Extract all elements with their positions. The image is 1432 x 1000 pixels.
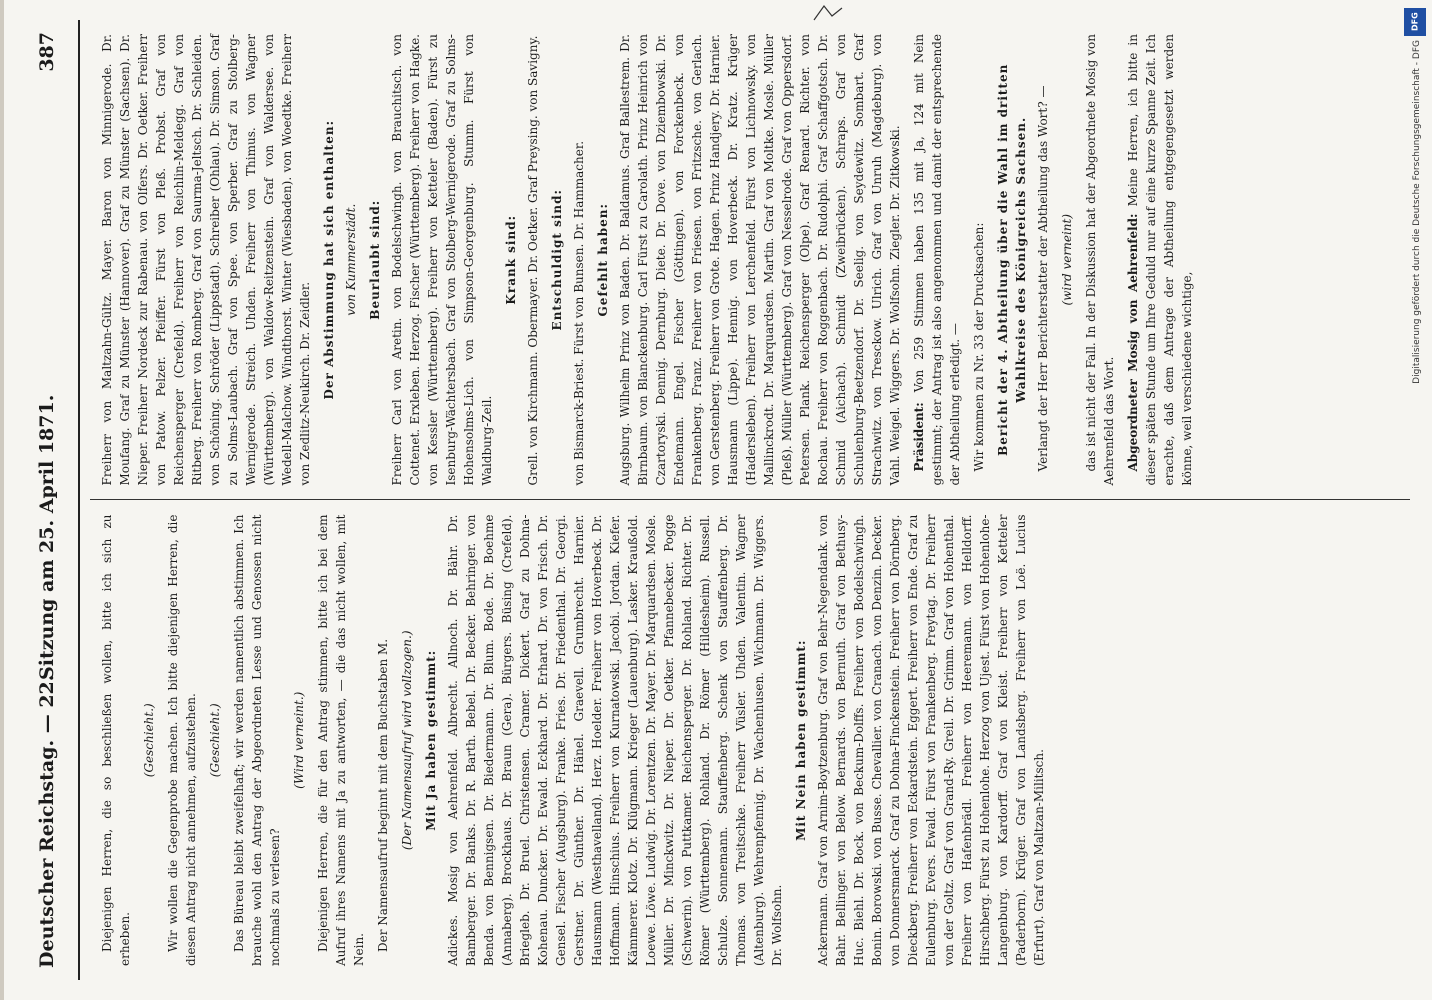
left-column — [90, 500, 1410, 981]
rotated-content — [16, 20, 1416, 980]
paragraph: Verlangt der Herr Berichterstatter der Abtheilung das Wort? — — [1036, 85, 1050, 472]
remark: (Der Namensaufruf wird vollzogen.) — [400, 630, 414, 851]
name-list-no-continued: Freiherr von Maltzahn-Gültz. Mayer. Baron von Minnigerode. Dr. Moufang. Graf zu Münster (Hannover). Graf zu Münster (Sachsen). Dr. Nieper. Freiherr Nordeck zur Rabenau. von Olfers. Dr. Oetker. Freiherr von Patow. Pelzer. Pfeiffer. Fürst von Pleß. Probst. Graf von Reichensperger (Crefeld). Freiherr von Reichlin-Meldegg. Graf von Ritberg. Freiherr von Romberg. Graf von Saurma-Jeltsch. Dr. Schleiden. von Schöning. Schröder (Lippstadt). Schreiber (Ohlau). Dr. Simson. Graf zu Solms-Laubach. Graf von Spee. von Sperber. Graf zu Stolberg-Wernigerode. Streich. Uhden. Freiherr von Thimus. von Wagner (Württemberg). von Waldow-Reitzenstein. Graf von Waldersee. von Wedell-Malchow. Windthorst. Winter (Wiesbaden). von Woedtke. Freiherr von Zedlitz-Neukirch. Dr. Zeidler. — [100, 34, 312, 486]
running-head-center — [16, 20, 80, 980]
remark: (Wird verneint.) — [292, 691, 306, 789]
remark: (wird verneint) — [1060, 213, 1074, 306]
section-heading: Mit Ja haben gestimmt: — [424, 649, 438, 831]
scan-edge — [0, 0, 4, 1000]
running-head-left: Deutscher Reichstag. — 22. — [36, 674, 58, 968]
section-heading: Krank sind: — [504, 214, 518, 305]
running-head-right: Sitzung am 25. April 1871. — [36, 394, 58, 680]
speaker: Abgeordneter Mosig von Aehrenfeld: — [1126, 213, 1140, 472]
paragraph: Wir kommen zu Nr. 33 der Drucksachen: — [972, 222, 986, 472]
remark: (Geschieht.) — [208, 703, 222, 778]
paragraph — [910, 34, 964, 486]
paragraph: Wir wollen die Gegenprobe machen. Ich bitte diejenigen Herren, die diesen Antrag nicht annehmen, aufzustehen. — [166, 514, 198, 966]
section-heading: Entschuldigt sind: — [550, 189, 564, 331]
excused-list: von Bismarck-Briest. Fürst von Bunsen. Dr. Hammacher. — [572, 140, 586, 486]
name-list-no: Ackermann. Graf von Arnim-Boytzenburg. Graf von Behr-Negendank. von Bahr. Bellinger. von Below. Bernards. von Bernuth. Graf von Bethusy-Huc. Biehl. Dr. Bock. von Beckum-Dolffs. Freiherr von Bodelschwingh. Bonin. Borowski. von Busse. Chevallier. von Cranach. von Denzin. Decker. von Donnersmarck. Graf zu Dohna-Finckenstein. Freiherr von Dörnberg. Dieckberg. Freiherr von Eckardstein. Eggert. Freiherr von Ende. Graf zu Eulenburg. Evers. Ewald. Fürst von Frankenberg. Freytag. Dr. Freiherr von der Goltz. Graf von Grand-Ry. Greil. Dr. Grimm. Graf von Hohenthal. Freiherr von Hafenbrädl. Freiherr von Heeremann. von Helldorff. Hirschberg. Fürst zu Hohenlohe. Herzog von Ujest. Fürst von Hohenlohe-Langenburg. von Kardorff. Graf von Kleist. Freiherr von Ketteler (Paderborn). Krüger. Graf von Landsberg. Freiherr von Loë. Lucius (Erfurt). Graf von Maltzan-Militsch. — [816, 514, 1046, 966]
page-number: 387 — [36, 32, 58, 72]
name-list-yes: Adickes. Mosig von Aehrenfeld. Albrecht. Allnoch. Dr. Bähr. Dr. Bamberger. Dr. Banks. Dr. R. Barth. Bebel. Dr. Becker. Behringer. von Benda. von Bennigsen. Dr. Biedermann. Dr. Blum. Bode. Dr. Boehme (Annaberg). Brockhaus. Dr. Braun (Gera). Bürgers. Büsing (Crefeld). Briegleb. Dr. Bruel. Christensen. Cramer. Dickert. Graf zu Dohna-Kohenau. Duncker. Dr. Ewald. Eckhard. Dr. Erhard. Dr. von Frisch. Dr. Gensel. Fischer (Augsburg). Franke. Fries. Dr. Friedenthal. Dr. Georgi. Gerstner. Dr. Günther. Dr. Hänel. Graevell. Grumbrecht. Harnier. Hausmann (Westhavelland). Herz. Hoelder. Freiherr von Hoverbeck. Dr. Hoffmann. Hinschius. Freiherr von Kurnatowski. Jacobi. Jordan. Kiefer. Kämmerer. Klotz. Dr. Klügmann. Krieger (Lauenburg). Lasker. Kraußold. Loewe. Löwe. Ludwig. Dr. Lorentzen. Dr. Mayer. Dr. Marquardsen. Mosle. Müller. Dr. Minckwitz. Dr. Nieper. Dr. Oetker. Pfannebecker. Pogge (Schwerin). von Puttkamer. Reichensperger. Dr. Rohland. Richter. Dr. Römer (Württemberg). Rohland. Dr. Römer (Hildesheim). Russell. Schulze. Sonnemann. Stauffenberg. Schenk von Stauffenberg. Dr. Thomas. von Treitschke. Freiherr Vüsler. Uhden. Valentin. Wagner (Altenburg). Wehrenpfennig. Dr. Wachenhusen. Wichmann. Dr. Wiggers. Dr. Wolfsohn. — [446, 514, 784, 966]
digitization-credit: Digitalisierung gefördert durch die Deutsche Forschungsgemeinschaft - DFG — [1412, 40, 1422, 384]
leave-list: Freiherr Carl von Aretin. von Bodelschwingh. von Brauchitsch. von Cottenet. Erxleben. Herzog. Fischer (Württemberg). Freiherr von Hagke. von Kessler (Württemberg). Freiherr von Ketteler (Baden). Fürst zu Isenburg-Wächtersbach. Graf von Stolberg-Wernigerode. Graf zu Solms-Hohensolms-Lich. von Simpson-Georgenburg. Stumm. Fürst von Waldburg-Zeil. — [390, 34, 494, 486]
paragraph: Der Namensaufruf beginnt mit dem Buchstaben M. — [376, 638, 390, 952]
report-heading: Bericht der 4. Abtheilung über die Wahl im dritten Wahlkreise des Königreichs Sachsen. — [996, 63, 1028, 456]
abstain-list: von Kummerstädt. — [344, 203, 358, 316]
sick-list: Grell. von Kirchmann. Obermayer. Dr. Oetker. Graf Preysing. von Savigny. — [526, 35, 540, 486]
paragraph-text: Von 259 Stimmen haben 135 mit Ja, 124 mit Nein gestimmt; der Antrag ist also angenommen und damit der entsprechende der Abtheilung erledigt. — — [912, 34, 962, 486]
columns — [90, 20, 1410, 980]
speaker: Präsident: — [912, 402, 926, 472]
right-column — [90, 20, 1410, 500]
section-heading: Beurlaubt sind: — [368, 199, 382, 320]
paragraph: das ist nicht der Fall. In der Diskussion hat der Abgeordnete Mosig von Aehrenfeld das Wort. — [1084, 34, 1116, 486]
paragraph-text: Meine Herren, ich bitte in dieser späten Stunde um Ihre Geduld nur auf eine kurze Spanne Zeit. Ich erachte, daß dem Antrage der Abtheilung entgegengesetzt werden könne, weil verschiedene wichtige, — [1126, 34, 1194, 486]
paragraph: Diejenigen Herren, die für den Antrag stimmen, bitte ich bei dem Aufruf ihres Namens mit Ja zu antworten, — die das nicht wollen, mit Nein. — [316, 514, 366, 966]
paragraph: Das Büreau bleibt zweifelhaft; wir werden namentlich abstimmen. Ich brauche wohl den Antrag der Abgeordneten Lesse und Genossen nicht nochmals zu verlesen? — [232, 514, 282, 966]
section-heading: Der Abstimmung hat sich enthalten: — [322, 119, 336, 400]
remark: (Geschieht.) — [142, 703, 156, 778]
paragraph: Diejenigen Herren, die so beschließen wollen, bitte ich sich zu erheben. — [100, 514, 132, 966]
dfg-logo: DFG — [1404, 8, 1426, 36]
section-heading: Gefehlt haben: — [596, 203, 610, 317]
head-rule — [78, 20, 80, 980]
absent-list: Augsburg. Wilhelm Prinz von Baden. Dr. Baldamus. Graf Ballestrem. Dr. Birnbaum. von Blanckenburg. Carl Fürst zu Carolath. Prinz Heinrich von Czartoryski. Dennig. Dernburg. Diete. Dr. Dove. von Dziembowski. Dr. Endemann. Engel. Fischer (Göttingen). von Forckenbeck. von Frankenberg. Franz. Freiherr von Friesen. von Fritzsche. von Gerlach. von Gerstenberg. Freiherr von Grote. Hagen. Prinz Handjery. Dr. Harnier. Hausmann (Lippe). Hennig. von Hoverbeck. Dr. Kratz. Krüger (Hadersleben). Freiherr von Lerchenfeld. Fürst von Lichnowsky. von Mallinckrodt. Dr. Marquardsen. Martin. Graf von Moltke. Mosle. Müller (Pleß). Müller (Württemberg). Graf von Nesselrode. Graf von Oppersdorf. Petersen. Plank. Reichensperger (Olpe). Graf Renard. Richter. von Rochau. Freiherr von Roggenbach. Dr. Rudolphi. Graf Schaffgotsch. Dr. Schmid (Aichach). Schmidt (Zweibrücken). Schraps. Graf von Schulenburg-Beetzendorf. Dr. Seelig. von Seydewitz. Sombart. Graf Strachwitz. von Tresckow. Ulrich. Graf von Unruh (Magdeburg). von Vahl. Weigel. Wiggers. Dr. Wolfsohn. Ziegler. Dr. Zitkowski. — [618, 34, 902, 486]
section-heading: Mit Nein haben gestimmt: — [794, 639, 808, 841]
paragraph — [1124, 34, 1196, 486]
